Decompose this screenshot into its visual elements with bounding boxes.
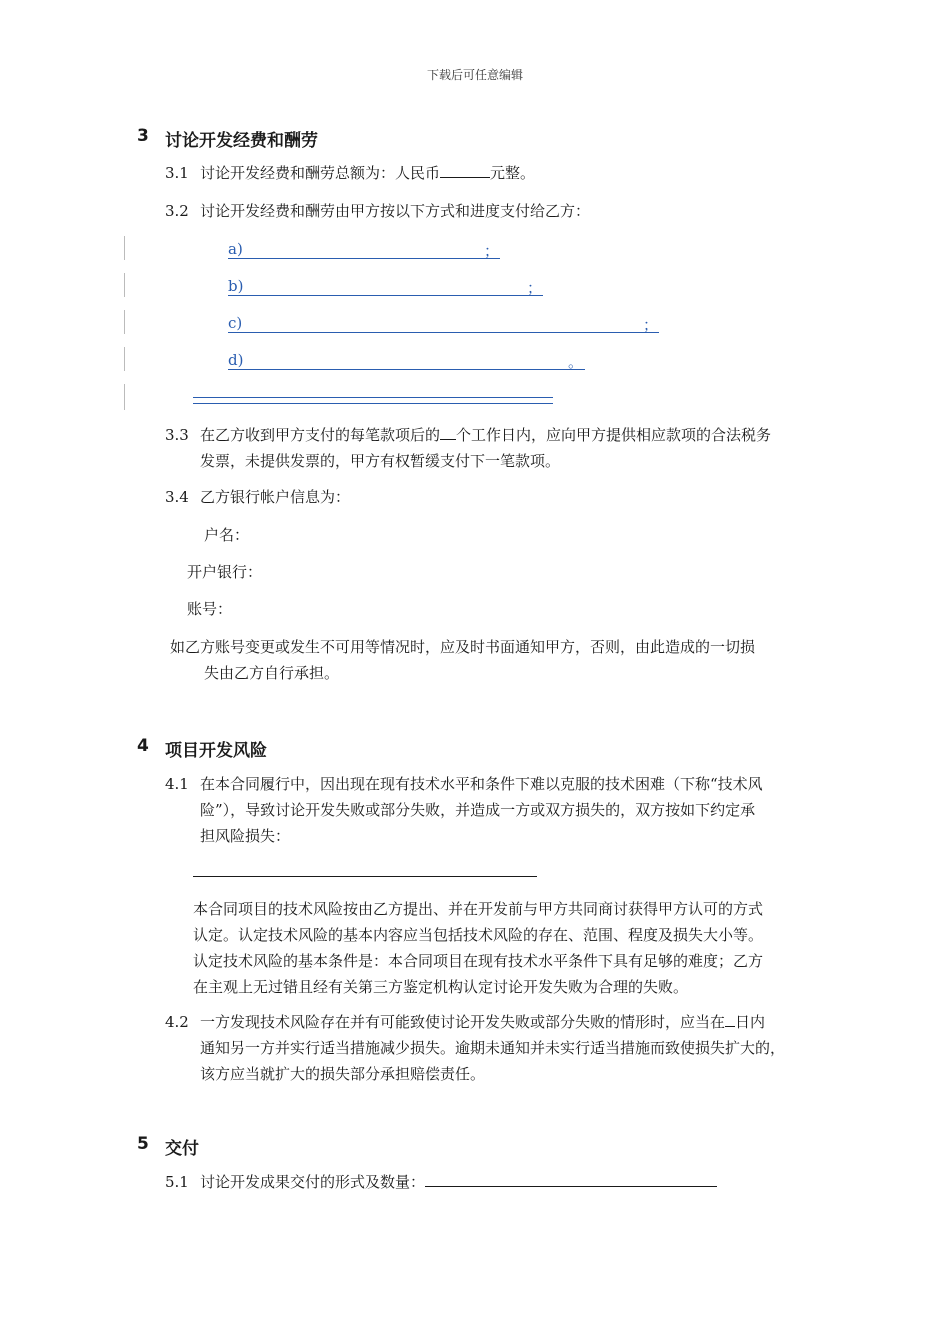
clause-3-1 [165, 160, 765, 186]
divider-line [193, 403, 553, 404]
risk-paragraph-line4: 在主观上无过错且经有关第三方鉴定机构认定讨论开发失败为合理的失败。 [193, 978, 689, 996]
item-end: 。 [568, 353, 584, 371]
revision-bar [124, 347, 125, 371]
section-title: 讨论开发经费和酬劳 [165, 131, 318, 151]
section-number: 4 [137, 736, 149, 756]
revision-bar [124, 384, 125, 410]
clause-text-line2: 通知另一方并实行适当措施减少损失。逾期未通知并未实行适当措施而致使损失扩大的， [200, 1039, 786, 1057]
section-5-heading [137, 1134, 437, 1158]
clause-3-2 [165, 198, 765, 224]
days-blank[interactable] [725, 1011, 735, 1027]
clause-number: 3.1 [165, 164, 189, 182]
revision-bar [124, 273, 125, 297]
section-number: 3 [137, 126, 149, 146]
section-title: 项目开发风险 [165, 741, 267, 761]
payment-item-c [228, 314, 659, 333]
item-label: d) [228, 351, 244, 369]
account-notice-line1: 如乙方账号变更或发生不可用等情况时，应及时书面通知甲方，否则，由此造成的一切损 [170, 638, 756, 656]
risk-paragraph-line3: 认定技术风险的基本条件是：本合同项目在现有技术水平条件下具有足够的难度；乙方 [193, 952, 764, 970]
clause-text-line3: 该方应当就扩大的损失部分承担赔偿责任。 [200, 1065, 486, 1083]
clause-text: 在乙方收到甲方支付的每笔款项后的 [200, 426, 441, 444]
clause-4-2 [165, 1009, 865, 1087]
item-end: ； [484, 242, 500, 260]
divider-line [193, 397, 553, 398]
bank-label: 开户银行： [187, 563, 263, 581]
clause-text-end: 元整。 [490, 164, 536, 182]
item-label: c) [228, 314, 243, 332]
clause-text: 讨论开发经费和酬劳总额为：人民币 [200, 164, 441, 182]
section-title: 交付 [165, 1139, 199, 1159]
revision-bar [124, 310, 125, 334]
page-header: 下载后可任意编辑 [426, 68, 523, 82]
fill-in-line [193, 876, 537, 877]
clause-text: 讨论开发经费和酬劳由甲方按以下方式和进度支付给乙方： [200, 202, 591, 220]
clause-text-line2: 险”），导致讨论开发失败或部分失败，并造成一方或双方损失的，双方按如下约定承 [200, 801, 756, 819]
clause-text: 讨论开发成果交付的形式及数量： [200, 1173, 426, 1191]
section-3-heading [137, 126, 437, 150]
clause-4-1 [165, 771, 865, 849]
days-blank[interactable] [440, 424, 456, 440]
clause-3-4 [165, 484, 765, 510]
payment-item-d [228, 351, 585, 370]
item-label: a) [228, 240, 243, 258]
clause-number: 3.2 [165, 202, 189, 220]
clause-text: 一方发现技术风险存在并有可能致使讨论开发失败或部分失败的情形时，应当在 [200, 1013, 726, 1031]
account-number-label: 账号： [187, 600, 233, 618]
clause-number: 5.1 [165, 1173, 189, 1191]
revision-bar [124, 236, 125, 260]
deliverable-blank[interactable] [425, 1171, 717, 1187]
clause-number: 4.2 [165, 1013, 189, 1031]
clause-text-cont: 日内 [735, 1013, 766, 1031]
clause-number: 3.4 [165, 488, 189, 506]
clause-3-3 [165, 422, 865, 474]
clause-5-1 [165, 1169, 785, 1195]
clause-text-line3: 担风险损失： [200, 827, 291, 845]
clause-number: 4.1 [165, 775, 189, 793]
section-4-heading [137, 736, 437, 760]
payment-item-b [228, 277, 543, 296]
clause-text-line1: 在本合同履行中，因出现在现有技术水平和条件下难以克服的技术困难（下称“技术风 [200, 775, 763, 793]
account-name-label: 户名： [204, 526, 250, 544]
clause-text: 乙方银行帐户信息为： [200, 488, 351, 506]
payment-item-a [228, 240, 500, 259]
clause-number: 3.3 [165, 426, 189, 444]
item-end: ； [527, 279, 543, 297]
clause-text-cont: 个工作日内，应向甲方提供相应款项的合法税务 [456, 426, 772, 444]
clause-text-line2: 发票，未提供发票的，甲方有权暂缓支付下一笔款项。 [200, 452, 561, 470]
risk-paragraph-line1: 本合同项目的技术风险按由乙方提出、并在开发前与甲方共同商讨获得甲方认可的方式 [193, 900, 764, 918]
account-notice-line2: 失由乙方自行承担。 [204, 664, 340, 682]
item-label: b) [228, 277, 244, 295]
amount-blank[interactable] [440, 162, 490, 178]
item-end: ； [643, 316, 659, 334]
risk-paragraph-line2: 认定。认定技术风险的基本内容应当包括技术风险的存在、范围、程度及损失大小等。 [193, 926, 764, 944]
section-number: 5 [137, 1134, 149, 1154]
